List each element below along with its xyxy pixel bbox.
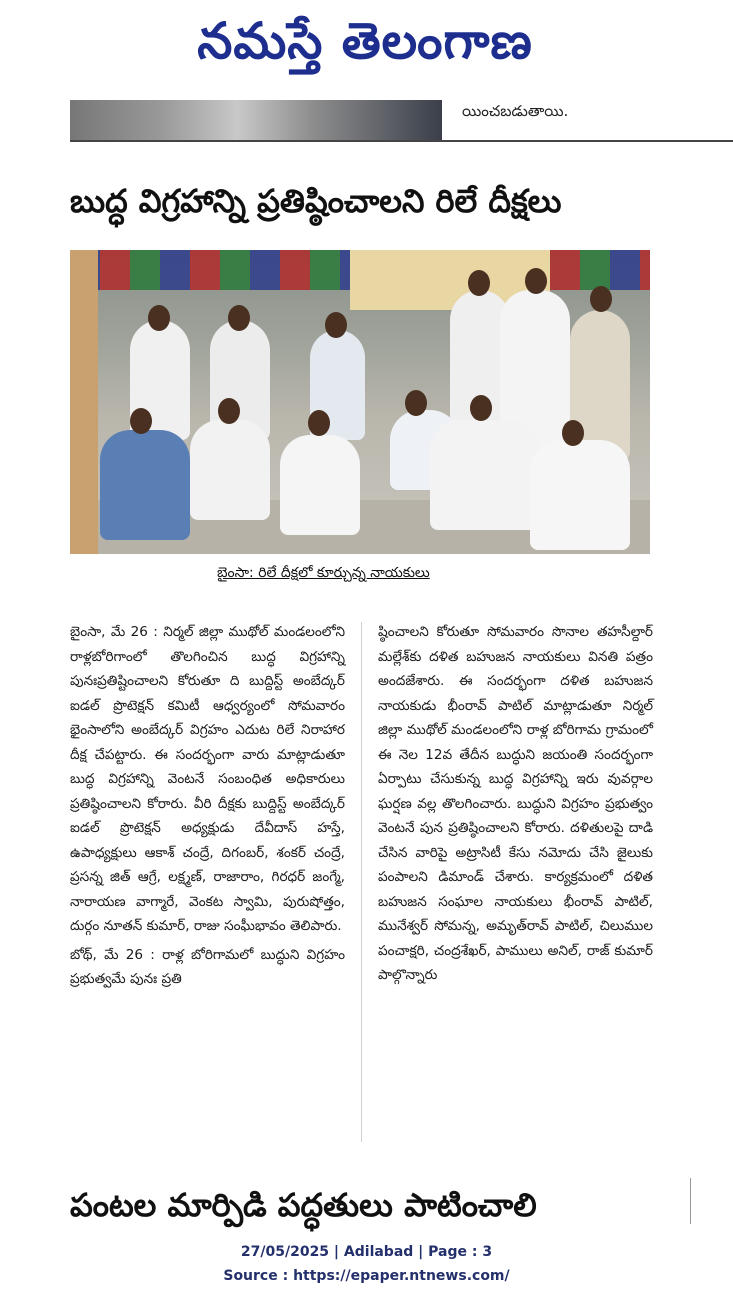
- article-paragraph: బైంసా, మే 26 : నిర్మల్ జిల్లా ముథోల్ మండలంలోని రాళ్లబోరిగాంలో తొలగించిన బుద్ధ విగ్రహాన్ని పునఃప్రతిష్టించాలని కోరుతూ ది బుద్దిస్ట్ అంబేద్కర్ ఐడల్ ప్రొటెక్షన్ కమిటీ ఆధ్వర్యంలో సోమవారం భైంసాలోని అంబేద్కర్ విగ్రహం ఎదుట రిలే నిరాహార దీక్ష చేపట్టారు. ఈ సందర్భంగా వారు మాట్లాడుతూ బుద్ధ విగ్రహాన్ని వెంటనే సంబంధిత అధికారులు ప్రతిష్ఠించాలని కోరారు. వీరి దీక్షకు బుద్దిస్ట్ అంబేద్కర్ ఐడల్ ప్రొటెక్షన్ అధ్యక్షుడు దేవీదాస్ హస్తే, ఉపాధ్యక్షులు ఆకాశ్ చంద్రే, దిగంబర్, శంకర్ చంద్రే, ప్రసన్న జిత్ ఆగ్రే, లక్ష్మణ్, రాజారాం, గిరధర్ జంగ్మే, నారాయణ వాగ్మారే, వెంకట స్వామి, పురుషోత్తం, దుర్గం నూతన్ కుమార్, రాజు సంఘీభావం తెలిపారు.: [70, 624, 345, 934]
- page-footer: [0, 1240, 733, 1288]
- article-photo: [70, 250, 650, 554]
- strip-photo: [70, 100, 442, 140]
- column-divider: [361, 622, 362, 1142]
- article-paragraph: బోథ్, మే 26 : రాళ్ల బోరిగామలో బుద్ధుని విగ్రహం ప్రభుత్వమే పునః ప్రతి: [70, 946, 345, 987]
- newspaper-logo: నమస్తే తెలంగాణ: [197, 12, 533, 70]
- strip-caption: యించబడుతాయి.: [462, 102, 569, 120]
- article-paragraph: ష్ఠించాలని కోరుతూ సోమవారం సొనాల తహసీల్దార్ మల్లేశ్‌కు దళిత బహుజన నాయకులు వినతి పత్రం అందజేశారు. ఈ సందర్భంగా దళిత బహుజన నాయకుడు భీంరావ్ పాటిల్ మాట్లాడుతూ నిర్మల్ జిల్లా ముథోల్ మండలంలోని రాళ్ల బోరిగామ గ్రామంలో ఈ నెల 12వ తేదీన బుద్ధుని జయంతి సందర్భంగా ఏర్పాటు చేసుకున్న బుద్ధ విగ్రహాన్ని ఇరు వువర్గాల ఘర్షణ వల్ల తొలగించారు. బుద్ధుని విగ్రహం ప్రభుత్వం వెంటనే పున ప్రతిష్ఠించాలని కోరారు. దళితులపై దాడి చేసిన వారిపై అట్రాసిటీ కేసు నమోదు చేసి జైలుకు పంపాలని డిమాండ్ చేశారు. కార్యక్రమంలో దళిత బహుజన సంఘాల నాయకులు భీంరావ్ పాటిల్, మునేశ్వర్ సోమన్న, అమృత్‌రావ్ పాటిల్, చిలుముల పంచాక్షరి, చంద్రశేఖర్, పాములు అనిల్, రాజ్ కుమార్ పాల్గొన్నారు: [378, 624, 653, 983]
- divider: [70, 140, 733, 142]
- previous-article-strip: [70, 100, 733, 142]
- source-link[interactable]: Source : https://epaper.ntnews.com/: [223, 1268, 510, 1284]
- article-column-right: [378, 620, 653, 988]
- masthead: [0, 0, 733, 92]
- article-column-left: [70, 620, 345, 992]
- photo-caption: బైంసా: రిలే దీక్షలో కూర్చున్న నాయకులు: [217, 565, 430, 581]
- edition-info: 27/05/2025 | Adilabad | Page : 3: [240, 1244, 493, 1260]
- article-headline: బుద్ధ విగ్రహాన్ని ప్రతిష్ఠించాలని రిలే దీక్షలు: [70, 182, 562, 220]
- divider: [690, 1178, 691, 1224]
- next-article-headline: పంటల మార్పిడి పద్ధతులు పాటించాలి: [70, 1186, 537, 1224]
